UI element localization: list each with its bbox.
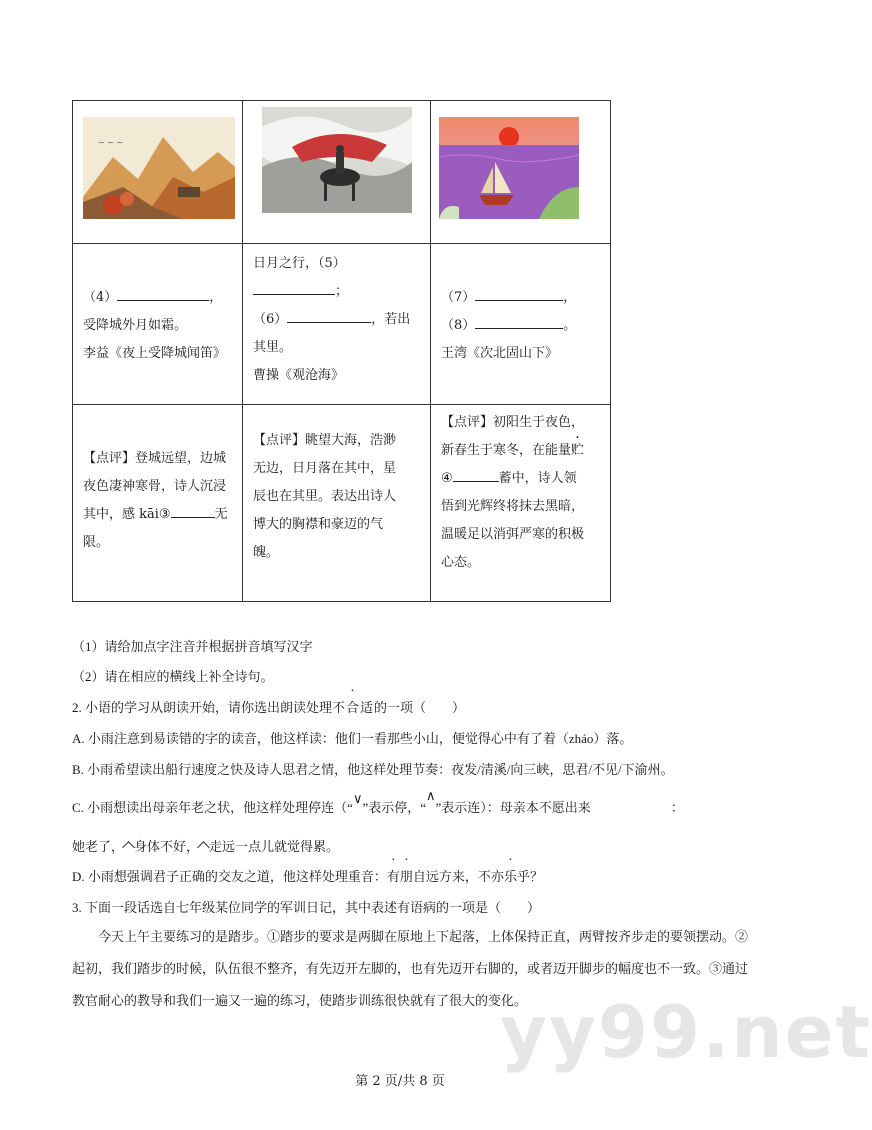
comment-cell-1 — [73, 405, 243, 602]
option-C-line2[interactable] — [72, 836, 339, 855]
poem-cell-3 — [431, 244, 611, 405]
punct: ， — [209, 290, 223, 305]
image-cell-1 — [73, 101, 243, 244]
stressed-char: 有 — [386, 869, 400, 884]
comment-text: 无 — [214, 507, 228, 522]
poem-line: 其里。 — [253, 340, 293, 355]
option-text: D. 小雨想强调君子正确的交友之道，他这样处理重音： — [72, 869, 387, 884]
diary-paragraph: 今天上午主要练习的是踏步。①踏步的要求是两脚在原地上下起落，上体保持正直，两臂按齐步走的要领摆动。②起初，我们踏步的时候，队伍很不整齐，有先迈开左脚的，也有先迈开右脚的，或者迈开脚步的幅度也不一致。③通过教官耐心的教导和我们一遍又一遍的练习，使踏步训练很快就有了很大的变化。 — [72, 930, 749, 1009]
horseman-by-sea-image — [262, 107, 412, 213]
comment-line: 限。 — [83, 535, 110, 550]
comment-line: 魄。 — [253, 545, 280, 560]
pause-mark-icon: ∨ — [352, 791, 363, 806]
punct: 。 — [563, 318, 577, 333]
answer-blank-pinyin-4[interactable] — [453, 467, 499, 482]
comment-line: 【点评】眺望大海，浩渺 — [253, 433, 397, 448]
punct: ； — [335, 284, 349, 299]
answer-blank-7[interactable] — [475, 286, 563, 301]
answer-blank-4[interactable] — [117, 286, 209, 301]
image-cell-2 — [243, 101, 431, 244]
svg-text:~ ~ ~: ~ ~ ~ — [98, 138, 124, 147]
comment-line: 心态。 — [441, 555, 481, 570]
question-text: 的一项（ ） — [374, 700, 466, 715]
option-A[interactable]: A. 小雨注意到易读错的字的读音，他这样读：他们一看那些小山，便觉得心中有了着（zháo）落。 — [72, 731, 633, 746]
poem-cell-2 — [243, 244, 431, 405]
option-text: 身体不好， — [134, 839, 200, 854]
dotted-text: 不合适 — [332, 700, 375, 715]
sub-question-2: （2）请在相应的横线上补全诗句。 — [72, 669, 274, 684]
blank-label-4: ④ — [441, 471, 453, 486]
comment-cell-2 — [243, 405, 431, 602]
answer-blank-3[interactable] — [171, 503, 215, 518]
option-text: 走远一点儿就觉得累。 — [209, 839, 340, 854]
comment-text: 新春生于寒冬，在能量 — [441, 443, 572, 458]
poem-source: 李益《夜上受降城闻笛》 — [83, 346, 227, 361]
option-C-line1[interactable] — [72, 788, 684, 816]
question-3-stem: 3. 下面一段话选自七年级某位同学的军训日记，其中表述有语病的一项是（ ） — [72, 900, 541, 915]
comment-line: 辰也在其里。表达出诗人 — [253, 489, 397, 504]
autumn-landscape-image — [83, 117, 235, 219]
option-text: 自远方来，不亦 — [412, 869, 504, 884]
dotted-char: 贮 — [571, 443, 585, 458]
poem-source: 曹操《观沧海》 — [253, 368, 345, 383]
comment-cell-3 — [431, 405, 611, 602]
punct: ， — [563, 290, 577, 305]
link-mark-icon: ∧ — [426, 788, 436, 803]
comment-text: 其中，感 kāi③ — [83, 507, 171, 522]
answer-blank-6[interactable] — [287, 308, 371, 323]
option-B[interactable]: B. 小雨希望读出船行速度之快及诗人思君之情，他这样处理节奏：夜发/清溪/向三峡，思君/不见/下渝州。 — [72, 762, 674, 777]
poem-text: ，若出 — [371, 312, 411, 327]
option-text: C. 小雨想读出母亲年老之状，他这样处理停连（“ — [72, 800, 353, 815]
option-text: ”表示连）：母亲本不愿出来 — [435, 800, 591, 815]
question-text: 2. 小语的学习从朗读开始，请你选出朗读处理 — [72, 700, 333, 715]
poem-line: 受降城外月如霜。 — [83, 318, 188, 333]
blank-label-8: （8） — [441, 318, 476, 333]
sunrise-sailboat-image — [439, 117, 579, 219]
comment-line: 夜色凄神寒骨，诗人沉浸 — [83, 479, 227, 494]
option-text: 乎？ — [516, 869, 543, 884]
answer-blank-8[interactable] — [475, 314, 563, 329]
question-2-stem — [72, 697, 465, 716]
comment-line: 悟到光辉终将抹去黑暗， — [441, 499, 585, 514]
stressed-char: 乐 — [503, 869, 517, 884]
comment-line: 博大的胸襟和豪迈的气 — [253, 517, 384, 532]
image-cell-3 — [431, 101, 611, 244]
comment-line: 【点评】登城远望，边城 — [83, 451, 227, 466]
comment-line: 无边，日月落在其中，星 — [253, 461, 397, 476]
answer-blank-5[interactable] — [253, 280, 335, 295]
comment-text: 蓄中，诗人领 — [498, 471, 577, 486]
page-footer: 第 2 页/共 8 页 — [355, 1074, 445, 1089]
poem-source: 王湾《次北固山下》 — [441, 346, 559, 361]
option-text: 她老了， — [72, 839, 125, 854]
blank-label-7: （7） — [441, 290, 476, 305]
comment-line: 【点评】初阳生于夜色， — [441, 415, 585, 430]
poem-cell-1 — [73, 244, 243, 405]
watermark-logo: yy99.net — [500, 990, 872, 1074]
option-D[interactable] — [72, 866, 543, 885]
stressed-char: 朋 — [399, 869, 413, 884]
poem-table — [72, 100, 611, 602]
blank-label-6: （6） — [253, 312, 288, 327]
option-text: ”表示停，“ — [362, 800, 427, 815]
sub-question-1: （1）请给加点字注音并根据拼音填写汉字 — [72, 639, 313, 654]
blank-label-4: （4） — [83, 290, 118, 305]
comment-line: 温暖足以消弭严寒的积极 — [441, 527, 585, 542]
option-text: ： — [670, 800, 684, 815]
poem-line: 日月之行，（5） — [253, 256, 346, 271]
